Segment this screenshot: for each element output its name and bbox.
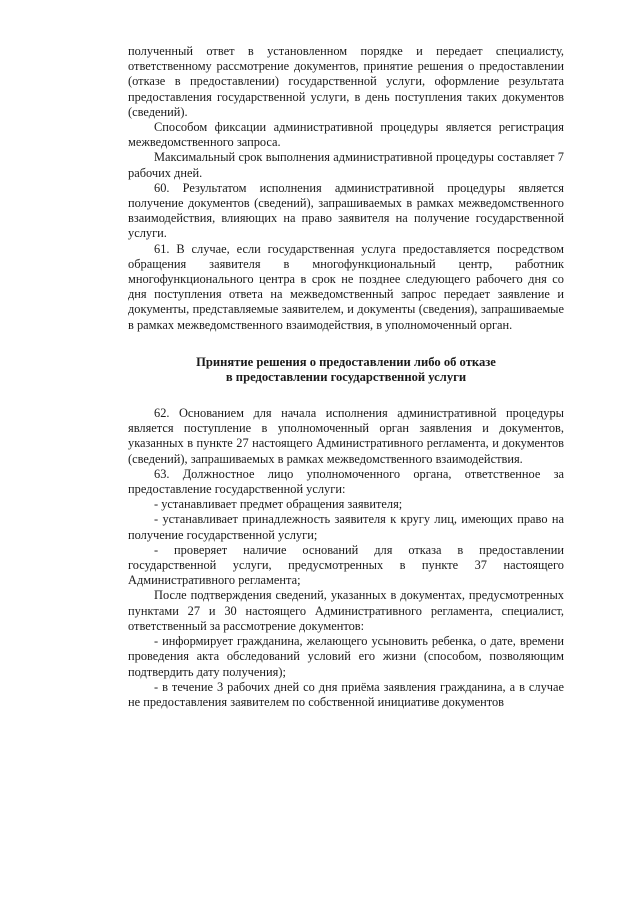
paragraph-11: После подтверждения сведений, указанных в документах, предусмотренных пунктами 27 и 30 настоящего Административного регламента, специалист, ответственный за рассмотрение документов:	[128, 588, 564, 633]
section-heading-line-2: в предоставлении государственной услуги	[225, 370, 467, 385]
paragraph-10: - проверяет наличие оснований для отказа в предоставлении государственной услуги, предусмотренных в пункте 37 настоящего Административного регламента;	[128, 542, 564, 588]
section-heading-line-1: Принятие решения о предоставлении либо об отказе	[196, 354, 496, 369]
paragraph-4: 60. Результатом исполнения административной процедуры является получение документов (сведений), запрашиваемых в рамках межведомственного взаимодействия, влияющих на право заявителя на получение государственной услуги.	[128, 180, 564, 241]
paragraph-13: - в течение 3 рабочих дней со дня приёма заявления гражданина, а в случае не предоставления заявителем по собственной инициативе документов	[128, 679, 564, 709]
document-page	[128, 44, 564, 710]
paragraph-5: 61. В случае, если государственная услуга предоставляется посредством обращения заявителя в многофункциональный центр, работник многофункционального центра в срок не позднее следующего рабочего дня со дня поступления ответа на межведомственный запрос передает заявление и документы, представляемые заявителем, и документы (сведения), запрашиваемые в рамках межведомственного взаимодействия, в уполномоченный орган.	[128, 241, 564, 332]
paragraph-6: 62. Основанием для начала исполнения административной процедуры является поступление в уполномоченный орган заявления и документов, указанных в пункте 27 настоящего Административного регламента, и документов (сведений), запрашиваемых в рамках межведомственного взаимодействия.	[128, 406, 564, 466]
paragraph-8: - устанавливает предмет обращения заявителя;	[154, 497, 403, 512]
paragraph-1: полученный ответ в установленном порядке и передает специалисту, ответственному рассмотрение документов, принятие решения о предоставлении (отказе в предоставлении) государственной услуги, оформление результата предоставления государственной услуги, в день поступления таких документов (сведений).	[128, 44, 564, 119]
paragraph-9: - устанавливает принадлежность заявителя к кругу лиц, имеющих право на получение государственной услуги;	[128, 512, 564, 542]
paragraph-7: 63. Должностное лицо уполномоченного органа, ответственное за предоставление государственной услуги:	[128, 466, 564, 497]
paragraph-2: Способом фиксации административной процедуры является регистрация межведомственного запроса.	[128, 120, 564, 150]
paragraph-12: - информирует гражданина, желающего усыновить ребенка, о дате, времени проведения акта обследований условий его жизни (способом, позволяющим подтвердить дату получения);	[128, 634, 564, 679]
paragraph-3: Максимальный срок выполнения административной процедуры составляет 7 рабочих дней.	[128, 150, 564, 180]
